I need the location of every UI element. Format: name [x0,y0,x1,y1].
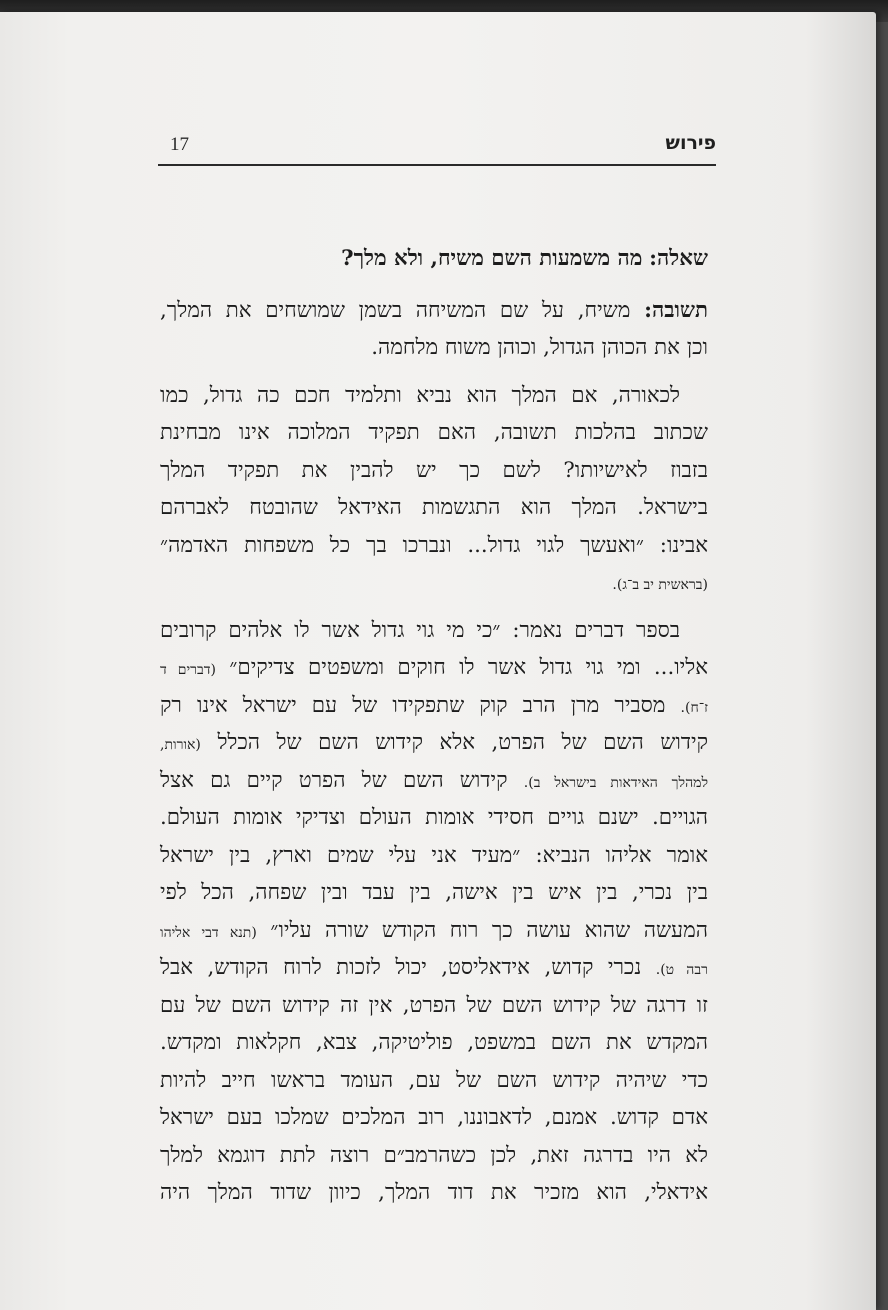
question-line [160,240,708,278]
p2-line-5 [160,762,708,800]
source-citation: (תנא דבי אליהו [160,924,257,941]
source-citation: ז־ח). [680,699,708,716]
p1-line-1: לכאורה, אם המלך הוא נביא ותלמיד חכם כה גדול, כמו [160,382,680,408]
p2-line-16: אידאלי, הוא מזכיר את דוד המלך, כיוון שדוד המלך היה [160,1180,708,1205]
p1-line-5: אבינו: ״ואעשך לגוי גדול... ונברכו בך כל משפחות האדמה״ [160,532,708,558]
p2-line-11: זו דרגה של קידוש השם של הפרט, אין זה קידוש השם של עם [160,992,708,1018]
answer-line-1 [160,292,708,330]
spacer [160,278,708,292]
source-citation: למהלך האידאות בישראל ב). [523,774,709,791]
p2-text-3: מסביר מרן הרב קוק שתפקידו של עם ישראל אינו רק [160,692,666,718]
source-citation: (דברים ד [160,662,216,678]
p1-line-4: בישראל. המלך הוא התגשמות האידאל שהובטח לאברהם [160,495,708,520]
p2-line-8: בין נכרי, בין איש בין אישה, בין עבד ובין שפחה, הכל לפי [160,880,708,905]
source-citation: רבה ט). [655,962,708,978]
p2-text-10: נכרי קדוש, אידאליסט, יכול לזכות לרוח הקודש, אבל [160,955,642,980]
running-header [158,130,716,166]
answer-label: תשובה: [644,297,708,323]
question-text: מה משמעות השם משיח, ולא מלך? [341,246,643,271]
p2-line-15: לא היו בדרגה זאת, לכן כשהרמב״ם רוצה לתת דוגמא למלך [160,1142,708,1168]
p1-line-2: שכתוב בהלכות תשובה, האם תפקיד המלוכה אינו מבחינת [160,420,708,445]
body-text [160,240,708,1212]
book-page [0,12,876,1310]
p2-line-4 [160,724,708,762]
p2-line-6: הגויים. ישנם גויים חסידי אומות העולם וצדיקי אומות העולם. [160,805,708,830]
running-title: פירוש [665,132,716,154]
answer-text-1: משיח, על שם המשיחה בשמן שמושחים את המלך, [160,297,631,323]
spacer [160,602,708,612]
source-citation: (אורות, [160,737,201,753]
p2-text-4: קידוש השם של הפרט, אלא קידוש השם של הכלל [217,730,708,755]
p2-line-12: המקדש את השם במשפט, פוליטיקה, צבא, חקלאות ומקדש. [160,1030,708,1055]
p2-text-5: קידוש השם של הפרט קיים גם אצל [160,767,508,793]
page-number: 17 [170,134,189,155]
answer-line-2: וכן את הכוהן הגדול, וכוהן משוח מלחמה. [371,335,708,360]
p2-line-7: אומר אליהו הנביא: ״מעיד אני עלי שמים וארץ, בין ישראל [160,842,708,868]
p2-line-3 [160,687,708,725]
p2-line-13: כדי שיהיה קידוש השם של עם, העומד בראשו חייב להיות [160,1067,708,1093]
p1-line-3: בזבוז לאישיותו? לשם כך יש להבין את תפקיד המלך [160,457,708,483]
p2-line-2 [160,649,708,687]
p2-line-10 [160,949,708,987]
p2-line-1: בספר דברים נאמר: ״כי מי גוי גדול אשר לו אלהים קרובים [160,617,680,643]
source-citation: (בראשית יב ב־ג). [612,577,708,593]
p2-line-14: אדם קדוש. אמנם, לדאבוננו, רוב המלכים שמלכו בעם ישראל [160,1105,708,1130]
p2-text-9: המעשה שהוא עושה כך רוח הקודש שורה עליו״ [270,917,708,943]
p2-text-2: אליו... ומי גוי גדול אשר לו חוקים ומשפטים צדיקים״ [229,655,708,680]
p2-line-9 [160,912,708,950]
p1-line-6 [160,564,708,602]
spacer [160,367,708,377]
question-label: שאלה: [649,246,708,271]
